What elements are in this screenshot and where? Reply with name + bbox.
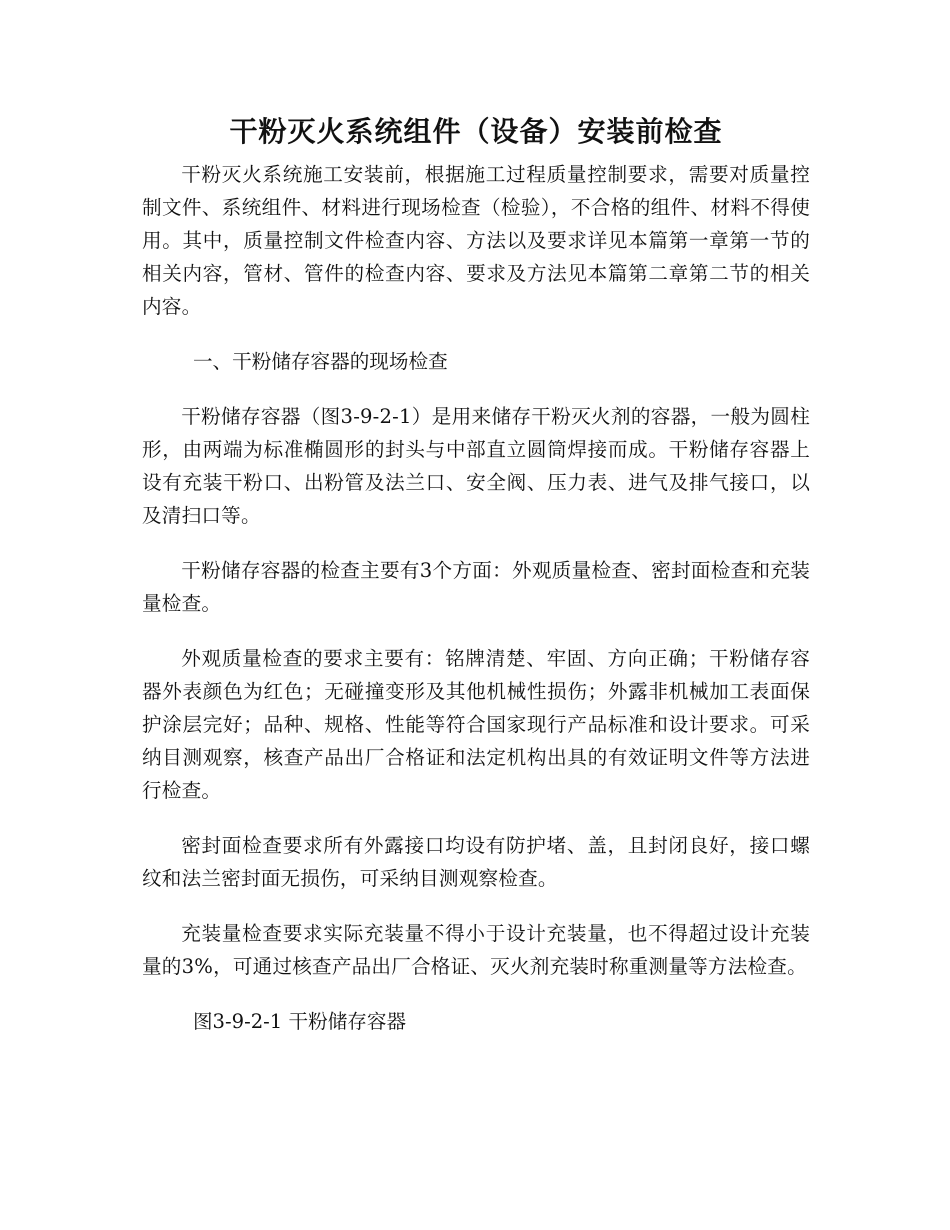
container-description-paragraph: 干粉储存容器（图3-9-2-1）是用来储存干粉灭火剂的容器，一般为圆柱形，由两端为标准椭圆形的封头与中部直立圆筒焊接而成。干粉储存容器上设有充装干粉口、出粉管及法兰口、安全阀、压力表、进气及排气接口，以及清扫口等。 (142, 405, 810, 527)
document-title: 干粉灭火系统组件（设备）安装前检查 (229, 115, 723, 148)
figure-caption: 图3-9-2-1 干粉储存容器 (192, 1010, 407, 1033)
intro-paragraph: 干粉灭火系统施工安装前，根据施工过程质量控制要求，需要对质量控制文件、系统组件、材料进行现场检查（检验），不合格的组件、材料不得使用。其中，质量控制文件检查内容、方法以及要求详见本篇第一章第一节的相关内容，管材、管件的检查内容、要求及方法见本篇第二章第二节的相关内容。 (142, 163, 810, 318)
section-heading: 一、干粉储存容器的现场检查 (192, 350, 448, 373)
inspection-aspects-paragraph: 干粉储存容器的检查主要有3个方面：外观质量检查、密封面检查和充装量检查。 (142, 559, 810, 615)
document-page (142, 112, 810, 1038)
fill-amount-check-paragraph: 充装量检查要求实际充装量不得小于设计充装量，也不得超过设计充装量的3%，可通过核查产品出厂合格证、灭火剂充装时称重测量等方法检查。 (142, 922, 810, 978)
seal-check-paragraph: 密封面检查要求所有外露接口均设有防护堵、盖，且封闭良好，接口螺纹和法兰密封面无损伤，可采纳目测观察检查。 (142, 834, 810, 890)
appearance-check-paragraph: 外观质量检查的要求主要有：铭牌清楚、牢固、方向正确；干粉储存容器外表颜色为红色；无碰撞变形及其他机械性损伤；外露非机械加工表面保护涂层完好；品种、规格、性能等符合国家现行产品标准和设计要求。可采纳目测观察，核查产品出厂合格证和法定机构出具的有效证明文件等方法进行检查。 (142, 647, 810, 802)
